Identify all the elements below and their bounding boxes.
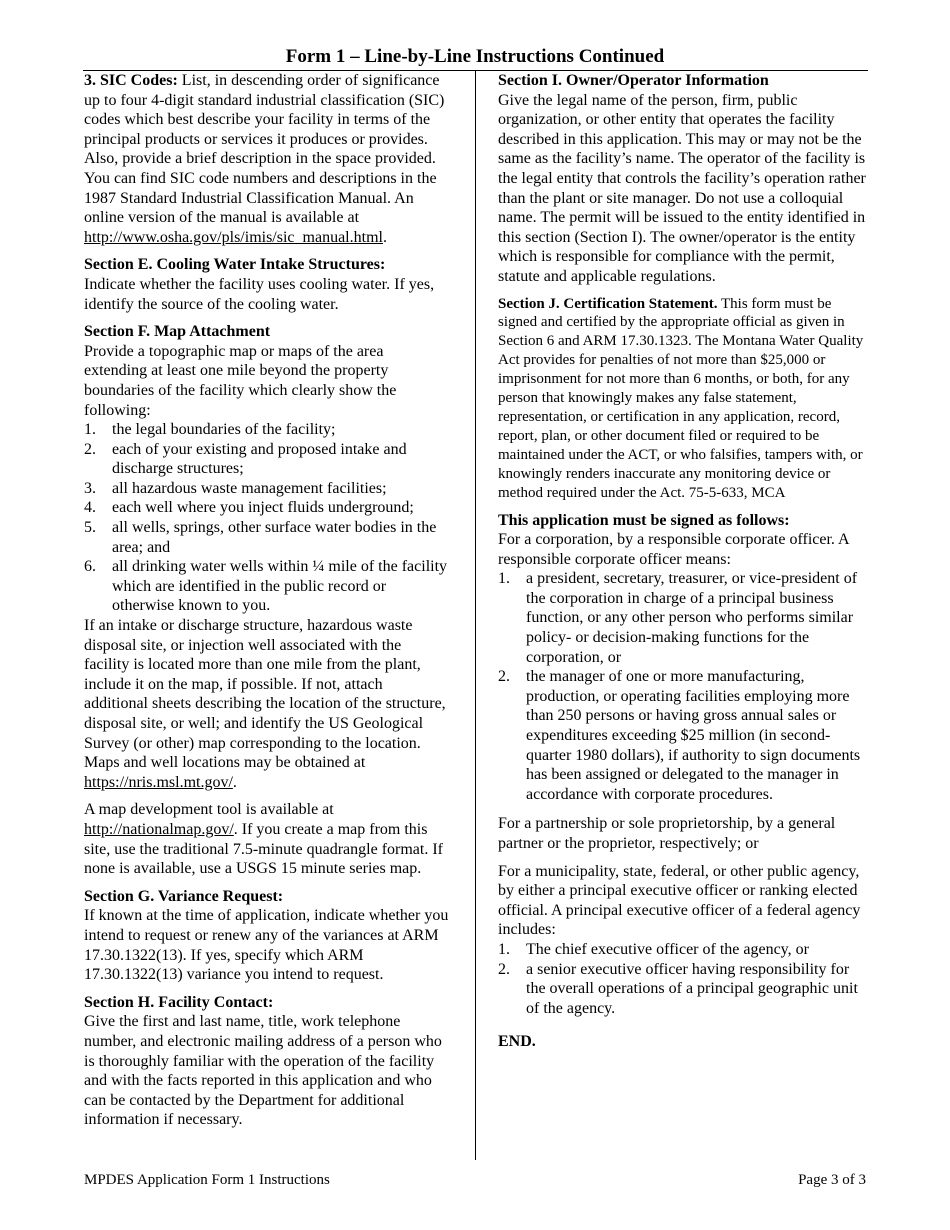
sic-codes-heading: 3. SIC Codes: (84, 72, 178, 89)
list-item-text: a president, secretary, treasurer, or vice-president of the corporation in charge of a principal business function, or any other person who performs similar policy- or decision-making functions for the corporation, or (526, 570, 858, 666)
footer-document-name: MPDES Application Form 1 Instructions (84, 1172, 330, 1188)
section-h-paragraph (84, 993, 450, 1130)
list-number: 2. (498, 668, 510, 686)
municipality-text: For a municipality, state, federal, or other public agency, by either a principal executive officer or ranking elected official. A principal executive officer of a federal agency includes: (498, 862, 861, 939)
map-tool-paragraph (84, 800, 450, 878)
partnership-paragraph: For a partnership or sole proprietorship, by a general partner or the proprietor, respectively; or (498, 815, 836, 852)
list-item (84, 557, 450, 616)
list-item (498, 960, 866, 1019)
sic-codes-paragraph (84, 71, 450, 247)
corporate-officer-list (498, 569, 866, 804)
list-item (84, 479, 450, 499)
sic-codes-tail: . (382, 228, 387, 246)
section-g-paragraph (84, 887, 450, 985)
column-divider (475, 71, 476, 1160)
section-i-text: Give the legal name of the person, firm, public organization, or other entity that operates the facility described in this application. This may or may not be the same as the facility’s name. The operator of the facility is the legal entity that controls the facility’s operation rather than the plant or site manager. Do not use a colloquial name. The permit will be issued to the entity identified in this section (Section I). The owner/operator is the entity which is responsible for compliance with the permit, statute and applicable regulations. (498, 91, 866, 285)
list-item-text: each well where you inject fluids underground; (112, 499, 414, 517)
nris-link[interactable]: https://nris.msl.mt.gov/ (84, 773, 233, 791)
section-e-text: Indicate whether the facility uses cooling water. If yes, identify the source of the cooling water. (84, 275, 435, 313)
list-item (84, 440, 450, 479)
list-number: 1. (84, 421, 96, 439)
list-item (498, 940, 866, 960)
signing-heading: This application must be signed as follows: (498, 511, 790, 529)
footer-page-number: Page 3 of 3 (798, 1172, 866, 1188)
sic-manual-link[interactable]: http://www.osha.gov/pls/imis/sic_manual.html (84, 228, 383, 246)
map-tool-text: A map development tool is available at (84, 801, 334, 819)
section-i-heading: Section I. Owner/Operator Information (498, 72, 769, 89)
right-column (498, 71, 866, 1052)
list-item-text: the legal boundaries of the facility; (112, 421, 336, 439)
list-number: 1. (498, 940, 510, 958)
list-item-text: all wells, springs, other surface water bodies in the area; and (112, 519, 437, 556)
list-item-text: the manager of one or more manufacturing, production, or operating facilities employing more than 250 persons or having gross annual sales or expenditures exceeding $25 million (in second-quarter 1980 dollars), if authority to sign documents has been assigned or delegated to the manager in accordance with corporate procedures. (526, 668, 861, 803)
section-f-heading: Section F. Map Attachment (84, 323, 271, 341)
section-i-paragraph (498, 71, 866, 287)
signing-block (498, 511, 866, 805)
section-f-intro: Provide a topographic map or maps of the area extending at least one mile beyond the property boundaries of the facility which clearly show the following: (84, 342, 397, 419)
section-g-text: If known at the time of application, indicate whether you intend to request or renew any of the variances at ARM 17.30.1322(13). If yes, specify which ARM 17.30.1322(13) variance you intend to request. (84, 907, 449, 984)
list-number: 2. (84, 440, 96, 458)
list-number: 1. (498, 570, 510, 588)
left-column (84, 71, 450, 1138)
section-e-paragraph (84, 255, 450, 314)
section-j-heading: Section J. Certification Statement. (498, 295, 718, 312)
section-h-heading: Section H. Facility Contact: (84, 993, 274, 1011)
list-item-text: all drinking water wells within ¼ mile of the facility which are identified in the public record or otherwise known to you. (112, 558, 448, 615)
list-number: 6. (84, 558, 96, 576)
list-number: 2. (498, 960, 510, 978)
municipality-block (498, 862, 866, 1019)
list-item (84, 420, 450, 440)
map-requirements-list (84, 420, 450, 616)
list-item (498, 569, 866, 667)
section-f-block (84, 322, 450, 792)
sic-codes-text: List, in descending order of significance up to four 4-digit standard industrial classification (SIC) codes which best describe your facility in terms of the principal products or services it produces or provides. Also, provide a brief description in the space provided. You can find SIC code numbers and descriptions in the 1987 Standard Industrial Classification Manual. An online version of the manual is available at (84, 72, 445, 227)
section-f-after-text: If an intake or discharge structure, hazardous waste disposal site, or injection well associated with the facility is located more than one mile from the plant, include it on the map, if possible. If not, attach additional sheets describing the location of the structure, disposal site, or well; and identify the US Geological Survey (or other) map corresponding to the location. Maps and well locations may be obtained at (84, 617, 446, 772)
list-number: 5. (84, 519, 96, 537)
list-item (498, 667, 866, 804)
signing-intro: For a corporation, by a responsible corporate officer. A responsible corporate officer means: (498, 531, 849, 568)
end-marker: END. (498, 1033, 536, 1051)
list-number: 3. (84, 479, 96, 497)
section-f-after-tail: . (232, 773, 237, 791)
nationalmap-link[interactable]: http://nationalmap.gov/ (84, 820, 234, 838)
list-item-text: each of your existing and proposed intake and discharge structures; (112, 440, 407, 478)
section-f-after (84, 616, 450, 792)
list-number: 4. (84, 499, 96, 517)
list-item-text: a senior executive officer having responsibility for the overall operations of a principal geographic unit of the agency. (526, 960, 858, 1017)
map-tool-post: . If you create a map from this site, use the traditional 7.5-minute quadrangle format. If none is available, use a USGS 15 minute series map. (84, 820, 443, 878)
section-j-text: This form must be signed and certified by the appropriate official as given in Section 6 and ARM 17.30.1323. The Montana Water Quality Act provides for penalties of not more than $25,000 or imprisonment for not more than 6 months, or both, for any person that knowingly makes any false statement, representation, or certification in any application, record, report, plan, or other document filed or required to be maintained under the ACT, or who falsifies, tampers with, or knowingly renders inaccurate any monitoring device or method required under the Act. 75-5-633, MCA (498, 295, 864, 501)
page-title: Form 1 – Line-by-Line Instructions Continued (285, 46, 665, 67)
list-item-text: all hazardous waste management facilities; (112, 479, 387, 497)
list-item (84, 498, 450, 518)
section-e-heading: Section E. Cooling Water Intake Structures: (84, 256, 386, 274)
agency-officer-list (498, 940, 866, 1018)
section-h-text: Give the first and last name, title, work telephone number, and electronic mailing address of a person who is thoroughly familiar with the operation of the facility and with the facts reported in this application and who can be contacted by the Department for additional information if necessary. (84, 1013, 442, 1129)
list-item (84, 518, 450, 557)
section-g-heading: Section G. Variance Request: (84, 887, 284, 905)
section-j-paragraph (498, 295, 866, 503)
list-item-text: The chief executive officer of the agency, or (526, 940, 809, 958)
